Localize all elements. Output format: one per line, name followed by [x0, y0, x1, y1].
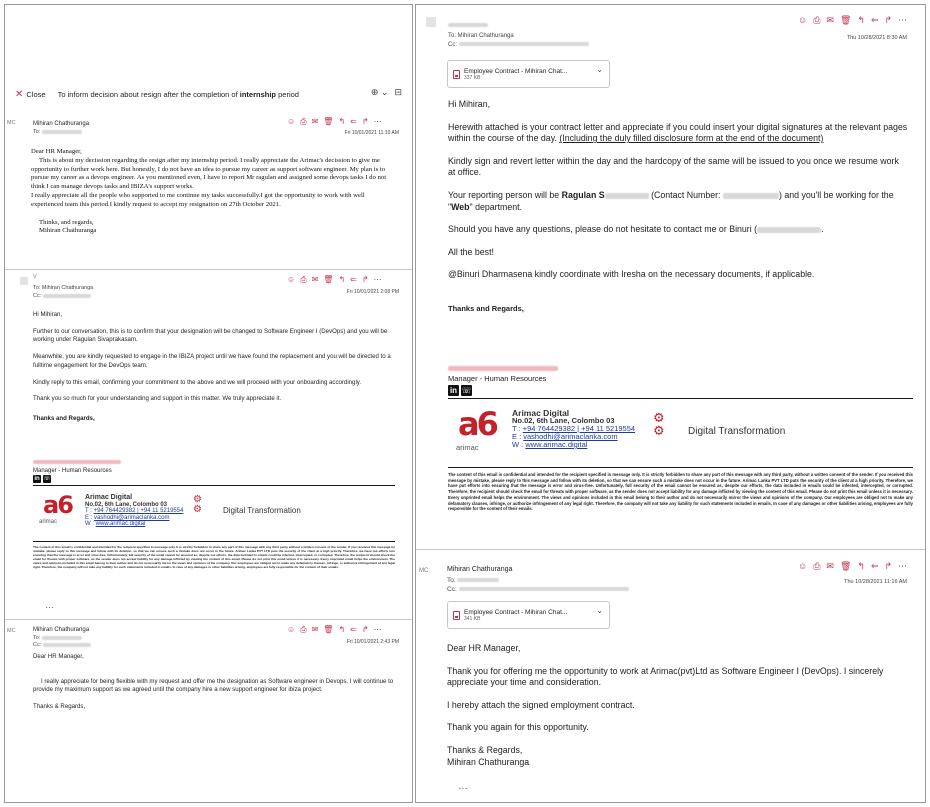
reply-all-icon[interactable]: ⇐	[350, 117, 357, 126]
company-email: E : vashodhi@arimaclanka.com	[512, 432, 618, 441]
linkedin-icon[interactable]: in	[34, 476, 40, 482]
delete-icon[interactable]: 🗑	[839, 561, 852, 571]
attachment-name: Employee Contract - Mihiran Chat...	[464, 67, 568, 75]
delete-icon[interactable]: 🗑	[323, 117, 334, 126]
to-line: To:	[33, 129, 82, 135]
forward-icon[interactable]: ↱	[361, 275, 369, 284]
message-body	[447, 643, 907, 768]
sender-name: Mihiran Chathuranga	[447, 566, 513, 573]
mail-icon[interactable]: ✉	[311, 275, 319, 284]
emoji-icon[interactable]: ☺	[287, 275, 296, 284]
signature-divider	[33, 541, 395, 542]
forward-icon[interactable]: ↱	[884, 561, 893, 571]
print-icon[interactable]: ⎙	[300, 625, 307, 634]
logo-text: arimac	[39, 519, 58, 525]
avatar	[20, 277, 28, 285]
signoff: Thinks, and regards,	[39, 218, 94, 226]
body-paragraph: Kindly reply to this email, confirming your commitment to the above and we will proceed with your onboarding accordingly.	[33, 378, 362, 386]
message-body	[31, 148, 391, 236]
avatar	[426, 17, 436, 27]
cc-line: Cc:	[448, 42, 589, 48]
pdf-file-icon	[453, 611, 460, 620]
emoji-icon[interactable]: ☺	[287, 625, 296, 634]
divider	[416, 549, 925, 550]
signoff: Thanks & Regards,	[447, 744, 523, 755]
body-paragraph: Further to our conversation, this is to confirm that your designation will be changed to Software Engineer I (DevOps) and you will be working under Ragulan Sivaprakasam.	[33, 327, 388, 344]
company-signature	[448, 407, 888, 459]
popout-icon[interactable]: ⊟	[394, 87, 402, 97]
more-icon[interactable]: ⋯	[373, 625, 382, 634]
disclaimer-text: The content of this email is confidential and intended for the recipient specified in message only. It is strictly forbidden to share any part of this message with any third party, without a written consent of the sender. If you received this message by mistake, please reply to this message and follow with its deletion, so that we can ensure such a mistake does not occur in the future. Arimac Lanka PVT LTD puts the security of the client at a high priority. Therefore, we have put efforts into ensuring that the message is error and virus-free. Unfortunately, full security of the email cannot be ensured as, despite our efforts, the data included in emails could be infected, intercepted, or corrupted. Therefore, the recipient should check the email for threats with proper software, as the sender does not accept liability for any damage inflicted by viewing the content of this email. Please do not print this email unless it is necessary. Every unprinted email helps the environment. The views and opinions included in this email belong to their author and do not necessarily mirror the views and opinions of the company. Our employees are obliged not to make any defamatory clauses, infringe, or authorize infringement of any legal right. Therefore, the company will not take any liability for such statements included in emails. In case of any damages or other liabilities arising, employees are fully responsible for the content of their emails.	[448, 472, 913, 512]
reply-icon[interactable]: ↰	[338, 625, 346, 634]
company-name: Arimac Digital	[85, 494, 133, 501]
reply-all-icon[interactable]: ⇐	[350, 625, 357, 634]
email-message-5[interactable]	[416, 553, 925, 803]
expand-quoted-button[interactable]: …	[45, 600, 54, 610]
message-date: Fri 10/01/2021 2:43 PM	[346, 639, 399, 645]
attachment-card[interactable]	[447, 601, 610, 629]
emoji-icon[interactable]: ☺	[287, 117, 296, 126]
cc-line: Cc:	[447, 586, 629, 593]
email-message-4[interactable]	[416, 5, 925, 545]
more-icon[interactable]: ⋯	[898, 15, 908, 25]
body-paragraph: I really appreciate for being flexible with my request and offer me the designation as Software engineer in Devops. I will continue to provide my maximum support as we agreed until the company hire a new support engineer for ibiza project.	[33, 677, 394, 694]
reply-icon[interactable]: ↰	[857, 15, 865, 25]
print-icon[interactable]: ⎙	[813, 15, 821, 25]
forward-icon[interactable]: ↱	[361, 117, 369, 126]
gear-icon: ⚙ ⚙	[193, 494, 202, 515]
body-paragraph: This is about my decission regarding the resign after my internship period. I really appreciate the Arimac's decission to give me opportunity to further work here. But honestly, I do not have an idea to pursue my career as support software engineer. My plan is to pursue my career as a devops engineer. As you mentioned even, I have to report Mr ragulan and assigned some devops tasks I do not think I can manage devops tasks and IBIZA's support works.	[31, 156, 387, 191]
company-signature	[33, 493, 373, 537]
message-actions	[798, 15, 907, 26]
greeting: Dear HR Manager,	[33, 653, 84, 660]
linkedin-icon[interactable]: in	[449, 386, 458, 395]
body-paragraph: Herewith attached is your contract letter and appreciate if you could insert your digital signatures at the relevant pages within the course of the day. (Including the duly filled disclosure form at the end of the document)	[448, 121, 908, 144]
reply-all-icon[interactable]: ⇐	[350, 275, 357, 284]
chevron-down-icon[interactable]: ⌄	[596, 65, 603, 74]
logo-text: arimac	[456, 443, 479, 452]
delete-icon[interactable]: 🗑	[323, 625, 334, 634]
social-links	[448, 385, 472, 396]
close-button[interactable]: Close	[26, 89, 46, 99]
to-line: To: Mihiran Chathuranga	[448, 33, 514, 39]
message-date: Fri 10/01/2021 2:08 PM	[346, 289, 399, 295]
body-paragraph: Your reporting person will be Ragulan S (Contact Number: ) and you'll be working for the "Web" department.	[448, 189, 894, 212]
divider	[5, 619, 412, 620]
whatsapp-icon[interactable]: ☏	[461, 386, 472, 395]
mail-icon[interactable]: ✉	[826, 561, 834, 571]
signature-divider	[448, 467, 913, 468]
to-line: To:	[447, 577, 499, 584]
arimac-logo: a6	[458, 405, 496, 443]
message-actions	[287, 117, 382, 127]
zoom-icon[interactable]: ⊕ ⌄	[370, 87, 389, 97]
body-paragraph: Meanwhile, you are kindly requested to engage in the IBIZA project until we have found the replacement and you will be directed to a fulltime engagement for the DevOps team.	[33, 353, 391, 369]
company-details	[85, 495, 183, 528]
signoff: Thanks & Regards,	[33, 703, 86, 711]
body-paragraph: All the best!	[448, 246, 494, 257]
company-web: W : www.arimac.digital	[85, 521, 146, 528]
message-date: Thu 10/28/2021 8:30 AM	[846, 35, 907, 41]
chevron-down-icon[interactable]: ⌄	[596, 606, 603, 615]
to-line: To: Mihiran Chathuranga	[33, 285, 94, 291]
message-actions	[287, 275, 382, 285]
email-message-3[interactable]	[5, 623, 412, 803]
message-actions	[287, 625, 382, 635]
reply-icon[interactable]: ↰	[857, 561, 865, 571]
print-icon[interactable]: ⎙	[300, 275, 307, 284]
cc-line: Cc:	[33, 293, 91, 299]
signature-name: Mihiran Chathuranga	[39, 227, 97, 235]
message-body	[33, 653, 398, 712]
gear-icon: ⚙ ⚙	[653, 410, 665, 438]
body-paragraph: I really appreciate all the people who supported to me continue my tasks successfully.I got the opportunity to work with well experienced team this period.I kindly request to accept my resignation on 27th October 2021.	[31, 191, 365, 208]
cc-line: Cc:	[33, 642, 91, 648]
greeting: Dear HR Manager,	[447, 643, 521, 653]
signoff: Thanks and Regards,	[448, 303, 524, 313]
body-paragraph: I hereby attach the signed employment contract.	[447, 699, 635, 710]
signature-divider	[33, 485, 395, 486]
reply-all-icon[interactable]: ⇐	[870, 561, 879, 571]
email-message-1[interactable]	[5, 115, 412, 265]
attachment-size: 337 KB	[464, 74, 481, 81]
body-paragraph: Should you have any questions, please do not hesitate to contact me or Binuri ( .	[448, 224, 824, 235]
reply-icon[interactable]: ↰	[338, 275, 346, 284]
pdf-file-icon	[453, 70, 460, 79]
message-body	[448, 99, 908, 315]
greeting: Dear HR Manager,	[31, 148, 82, 155]
mail-icon[interactable]: ✉	[826, 15, 834, 25]
divider	[5, 269, 412, 270]
body-paragraph: @Binuri Dharmasena kindly coordinate with Iresha on the necessary documents, if applicable.	[448, 269, 815, 280]
attachment-name: Employee Contract - Mihiran Chat...	[464, 608, 568, 616]
social-links	[33, 475, 51, 483]
company-name: Arimac Digital	[512, 408, 570, 418]
mail-icon[interactable]: ✉	[311, 625, 319, 634]
sender-name: Mihiran Chathuranga	[33, 627, 90, 633]
print-icon[interactable]: ⎙	[813, 561, 821, 571]
avatar: MC	[419, 568, 429, 574]
forward-icon[interactable]: ↱	[361, 625, 369, 634]
delete-icon[interactable]: 🗑	[839, 15, 852, 25]
attachment-size: 341 KB	[464, 615, 481, 622]
to-line: To:	[33, 635, 82, 641]
signoff: Thanks and Regards,	[33, 414, 95, 422]
signature-role: Manager - Human Resources	[33, 468, 112, 474]
company-address: No.02, 6th Lane, Colombo 03	[85, 501, 168, 508]
message-date: Thu 10/28/2021 11:16 AM	[844, 579, 907, 585]
mail-icon[interactable]: ✉	[311, 117, 319, 126]
arimac-logo: a6	[43, 491, 72, 519]
company-phone: T : +94 764429382 | +94 11 5219554	[85, 508, 184, 515]
close-icon[interactable]: ✕	[15, 88, 24, 100]
disclosure-link[interactable]: (Including the duly filled disclosure form at the end of the document)	[559, 133, 824, 144]
greeting: Hi Mihiran,	[33, 311, 63, 318]
emoji-icon[interactable]: ☺	[798, 561, 808, 571]
print-icon[interactable]: ⎙	[300, 117, 307, 126]
message-body	[33, 311, 395, 424]
tagline: Digital Transformation	[688, 426, 786, 437]
body-paragraph: Thank you again for this opportunity.	[447, 722, 589, 733]
tagline: Digital Transformation	[223, 506, 301, 515]
email-message-2[interactable]	[5, 273, 412, 618]
company-details	[512, 409, 635, 449]
avatar: MC	[7, 628, 16, 634]
email-subject: To inform decision about resign after the completion of internship period	[57, 89, 299, 99]
body-paragraph: Thank you so much for your understanding and support in this matter. We truly appreciate it.	[33, 395, 282, 403]
company-phone: T : +94 764429382 | +94 11 5219554	[512, 424, 636, 433]
delete-icon[interactable]: 🗑	[323, 275, 334, 284]
reply-icon[interactable]: ↰	[338, 117, 346, 126]
message-date: Fri 10/01/2021 11:10 AM	[344, 130, 399, 136]
more-icon[interactable]: ⋯	[898, 561, 908, 571]
attachment-card[interactable]	[447, 60, 610, 88]
redacted-sender	[448, 23, 488, 27]
company-address: No.02, 6th Lane, Colombo 03	[512, 416, 615, 425]
emoji-icon[interactable]: ☺	[798, 15, 808, 25]
disclaimer-text: The content of this email is confidential and intended for the recipient specified in message only. It is strictly forbidden to share any part of this message with any third party, without a written consent of the sender. If you received this message by mistake, please reply to this message and follow with its deletion, so that we can ensure such a mistake does not occur in the future. Arimac Lanka PVT LTD puts the security of the client at a high priority. Therefore, we have put efforts into ensuring that the message is error and virus-free. Unfortunately, full security of the email cannot be ensured as, despite our efforts, the data included in emails could be infected, intercepted, or corrupted. Therefore, the recipient should check the email for threats with proper software, as the sender does not accept liability for any damage inflicted by viewing the content of this email. Please do not print this email unless it is necessary. Every unprinted email helps the environment. The views and opinions included in this email belong to their author and do not necessarily mirror the views and opinions of the company. Our employees are obliged not to make any defamatory clauses, infringe, or authorize infringement of any legal right. Therefore, the company will not take any liability for such statements included in emails. In case of any damages or other liabilities arising, employees are fully responsible for the content of their emails.	[33, 545, 395, 569]
body-paragraph: Thank you for offering me the opportunity to work at Arimac(pvt)Ltd as Software Engineer I (DevOps). I sincerely appreciate your time and consideration.	[447, 665, 884, 688]
whatsapp-icon[interactable]: ☏	[43, 476, 51, 482]
reply-all-icon[interactable]: ⇐	[870, 15, 879, 25]
avatar: MC	[7, 120, 16, 126]
company-email: E : vashodhi@arimaclanka.com	[85, 514, 170, 521]
company-web: W : www.arimac.digital	[512, 440, 588, 449]
message-actions	[798, 561, 907, 572]
expand-quoted-button[interactable]: …	[458, 781, 468, 792]
signature-name: Mihiran Chathuranga	[447, 756, 530, 767]
sender-initial: V	[33, 274, 37, 280]
left-screenshot-panel	[4, 4, 413, 803]
forward-icon[interactable]: ↱	[884, 15, 893, 25]
greeting: Hi Mihiran,	[448, 99, 491, 109]
right-screenshot-panel	[415, 4, 926, 803]
sender-name: Mihiran Chathuranga	[33, 121, 90, 127]
reading-pane-header	[5, 85, 412, 103]
more-icon[interactable]: ⋯	[373, 275, 382, 284]
body-paragraph: Kindly sign and revert letter within the day and the hardcopy of the same will be issued to you once we resume work at office.	[448, 155, 899, 178]
redacted-name	[448, 366, 558, 371]
redacted-name	[33, 460, 121, 464]
more-icon[interactable]: ⋯	[373, 117, 382, 126]
signature-role: Manager - Human Resources	[448, 374, 547, 383]
signature-divider	[448, 398, 913, 399]
